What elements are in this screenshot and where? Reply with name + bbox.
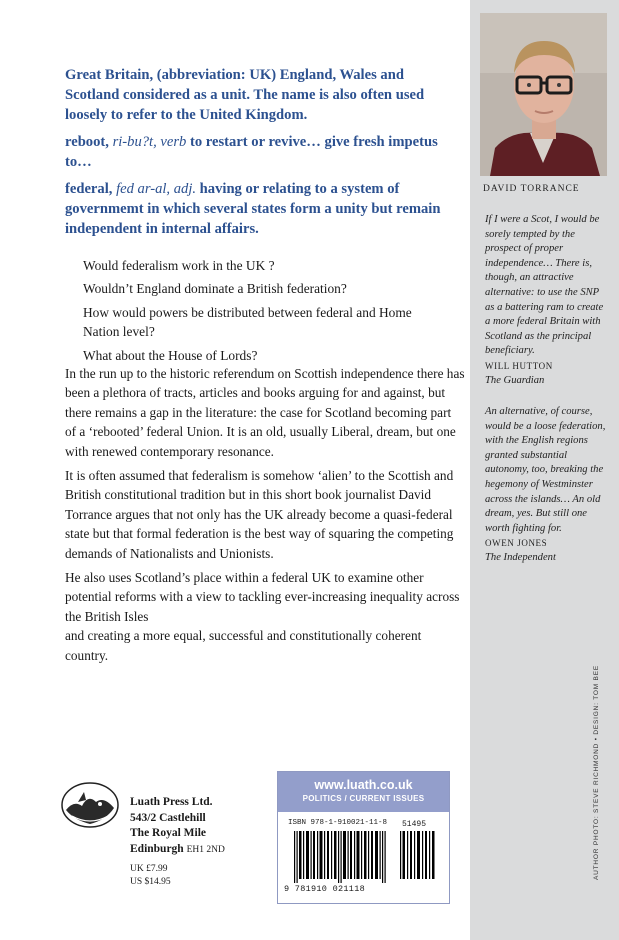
quote-publication: The Guardian: [485, 374, 545, 386]
ean-barcode-icon: [286, 831, 396, 883]
quote-author: OWEN JONES: [485, 538, 548, 549]
photo-design-credits: AUTHOR PHOTO: STEVE RICHMOND • DESIGN: TOM BEE: [593, 665, 600, 880]
blurb-paragraph: It is often assumed that federalism is somehow ‘alien’ to the Scottish and British constitutional tradition but in this short book journalist David Torrance argues that not only has the UK already become a quasi-federal state but that formal federation is the best way of squaring the competing demands of Nationalists and Unionists.: [65, 468, 454, 561]
definition-federal: federal, fed ar-al, adj. having or relating to a system of governmemt in which several states form a unity but remain independent in internal affairs.: [65, 181, 441, 237]
addon-barcode-icon: [398, 831, 438, 879]
review-quote-jones: [485, 405, 610, 566]
author-portrait-image: [480, 13, 607, 176]
quote-author: WILL HUTTON: [485, 360, 553, 371]
category-label: POLITICS / CURRENT ISSUES: [302, 794, 425, 803]
price-us: US $14.95: [130, 876, 171, 887]
blurb-paragraph: and creating a more equal, successful and constitutionally coherent country.: [65, 628, 422, 663]
author-photo: [480, 13, 607, 176]
publisher-name: Luath Press Ltd.: [130, 796, 213, 808]
luath-logo-icon: [60, 780, 120, 830]
blurb-paragraph: He also uses Scotland’s place within a federal UK to examine other potential reforms with a view to tackling ever-increasing inequality across the British Isles: [65, 570, 460, 624]
prices: [130, 863, 171, 888]
web-barcode-box: [277, 771, 450, 904]
quote-publication: The Independent: [485, 551, 556, 563]
ean-number: 9 781910 021118: [284, 884, 366, 894]
website-link[interactable]: www.luath.co.uk: [314, 778, 413, 792]
definitions-block: [65, 65, 455, 246]
address-line: The Royal Mile: [130, 827, 207, 839]
quote-text: If I were a Scot, I would be sorely tempted by the prospect of proper independence… There is, though, an attractive alternative: to use the SNP as a battering ram to create a more federal Britain with Scotland as the principal beneficiary.: [485, 214, 604, 357]
quote-text: An alternative, of course, would be a loose federation, with the English regions granted substantial autonomy, too, breaking the hegemony of Westminster across the islands… An old dream, yes. But still one worth fighting for.: [485, 406, 606, 534]
question-item: What about the House of Lords?: [83, 347, 258, 363]
blurb-paragraph: In the run up to the historic referendum on Scottish independence there has been a plethora of tracts, articles and books arguing for and against, but there remains a gap in the literature: the case for Scotland becoming part of a ‘rebooted’ federal Union. It is an old, usually Liberal, dream, but one with renewed contemporary resonance.: [65, 366, 465, 459]
price-uk: UK £7.99: [130, 864, 168, 874]
definition-reboot: reboot, ri-bu?t, verb to restart or revive… give fresh impetus to…: [65, 134, 438, 170]
question-item: Wouldn’t England dominate a British federation?: [83, 281, 347, 297]
question-item: Would federalism work in the UK ?: [83, 258, 275, 273]
photo-caption: DAVID TORRANCE: [483, 184, 580, 194]
questions-list: [83, 256, 443, 369]
web-box-header: [278, 772, 449, 812]
addon-code: 51495: [402, 820, 427, 829]
isbn-text: ISBN 978-1-910021-11-8: [288, 819, 388, 827]
address-line: 543/2 Castlehill: [130, 811, 206, 824]
address-line: Edinburgh EH1 2ND: [130, 842, 225, 855]
blurb-body: [65, 364, 465, 670]
definition-great-britain: Great Britain, (abbreviation: UK) England, Wales and Scotland considered as a unit. The name is also often used loosely to refer to the United Kingdom.: [65, 67, 425, 123]
review-quote-hutton: [485, 213, 610, 388]
publisher-address: [130, 795, 225, 858]
question-item: How would powers be distributed between federal and Home Nation level?: [83, 304, 412, 340]
